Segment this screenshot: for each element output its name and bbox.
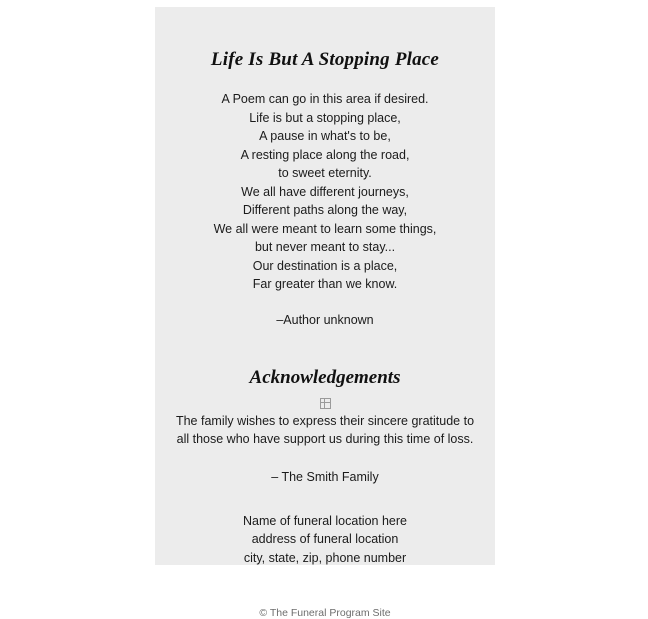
poem-body bbox=[173, 90, 477, 294]
poem-line: Life is but a stopping place, bbox=[249, 110, 401, 125]
poem-line: but never meant to stay... bbox=[254, 240, 396, 254]
acknowledgements-body bbox=[173, 412, 477, 449]
poem-line: to sweet eternity. bbox=[278, 166, 372, 180]
footer-credit: © The Funeral Program Site bbox=[259, 607, 391, 619]
poem-line: We all were meant to learn some things, bbox=[213, 221, 437, 236]
poem-attribution: –Author unknown bbox=[276, 312, 374, 327]
poem-line: A pause in what's to be, bbox=[259, 129, 391, 143]
funeral-location-block bbox=[173, 512, 477, 568]
acknowledgements-line: The family wishes to express their sincere gratitude to bbox=[175, 413, 475, 428]
location-line: Name of funeral location here bbox=[243, 513, 407, 528]
poem-line: A resting place along the road, bbox=[240, 147, 410, 162]
poem-line: A Poem can go in this area if desired. bbox=[221, 92, 429, 106]
acknowledgements-signature: – The Smith Family bbox=[271, 469, 379, 484]
location-line: city, state, zip, phone number bbox=[243, 550, 407, 565]
broken-image-icon bbox=[320, 398, 331, 409]
location-line: address of funeral location bbox=[251, 532, 399, 546]
funeral-program-card bbox=[155, 7, 495, 619]
poem-line: Far greater than we know. bbox=[252, 277, 398, 291]
poem-title: Life Is But A Stopping Place bbox=[210, 49, 440, 70]
poem-line: We all have different journeys, bbox=[241, 184, 409, 199]
poem-line: Our destination is a place, bbox=[252, 258, 398, 273]
poem-line: Different paths along the way, bbox=[242, 203, 408, 217]
acknowledgements-title: Acknowledgements bbox=[249, 366, 401, 388]
acknowledgements-line: all those who have support us during this time of loss. bbox=[176, 432, 474, 446]
